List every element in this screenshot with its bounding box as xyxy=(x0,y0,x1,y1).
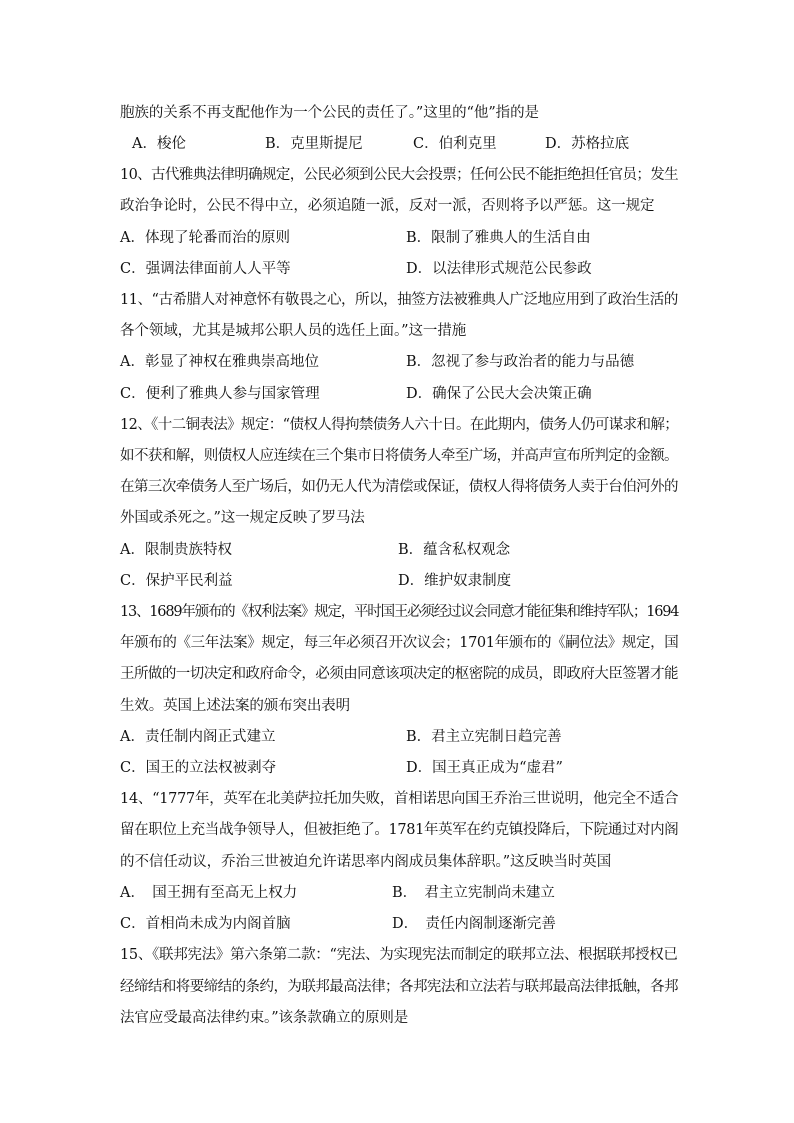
q10-option-b[interactable]: B．限制了雅典人的生活自由 xyxy=(406,230,591,246)
q13-stem-line: 13、1689年颁布的《权利法案》规定，平时国王必须经过议会同意才能征集和维持军队；1694 xyxy=(120,604,679,620)
q13-option-b[interactable]: B．君主立宪制日趋完善 xyxy=(406,729,562,745)
q9-option-c[interactable]: C．伯利克里 xyxy=(413,136,497,152)
q10-stem-line: 政治争论时，公民不得中立，必须追随一派，反对一派，否则将予以严惩。这一规定 xyxy=(120,198,655,214)
q12-stem-line: 在第三次牵债务人至广场后，如仍无人代为清偿或保证，债权人得将债务人卖于台伯河外的 xyxy=(120,479,678,495)
q14-option-c[interactable]: C．首相尚未成为内阁首脑 xyxy=(120,916,291,932)
q12-option-c[interactable]: C．保护平民利益 xyxy=(120,573,233,589)
q12-stem-line: 外国或杀死之。”这一规定反映了罗马法 xyxy=(120,510,365,526)
q11-stem-line: 11、“古希腊人对神意怀有敬畏之心，所以，抽签方法被雅典人广泛地应用到了政治生活的 xyxy=(120,292,678,308)
q15-stem-line: 经缔结和将要缔结的条约，为联邦最高法律；各邦宪法和立法若与联邦最高法律抵触，各邦 xyxy=(120,979,678,995)
q11-option-d[interactable]: D．确保了公民大会决策正确 xyxy=(406,386,592,402)
q13-stem-line: 年颁布的《三年法案》规定，每三年必须召开次议会；1701年颁布的《嗣位法》规定，国 xyxy=(120,635,679,651)
q14-option-b[interactable]: B． 君主立宪制尚未建立 xyxy=(392,885,555,901)
q13-stem-line: 生效。英国上述法案的颁布突出表明 xyxy=(120,698,350,714)
q10-option-c[interactable]: C．强调法律面前人人平等 xyxy=(120,261,291,277)
q11-option-c[interactable]: C．便利了雅典人参与国家管理 xyxy=(120,386,320,402)
q12-stem-line: 如不获和解，则债权人应连续在三个集市日将债务人牵至广场，并高声宣布所判定的金额。 xyxy=(120,448,678,464)
q15-stem-line: 法官应受最高法律约束。”该条款确立的原则是 xyxy=(120,1010,409,1026)
q14-stem-line: 14、“1777年，英军在北美萨拉托加失败，首相诺思向国王乔治三世说明，他完全不适合 xyxy=(120,791,679,807)
q13-stem-line: 王所做的一切决定和政府命令，必须由同意该项决定的枢密院的成员，即政府大臣签署才能 xyxy=(120,666,678,682)
q11-stem-line: 各个领域，尤其是城邦公职人员的选任上面。”这一措施 xyxy=(120,323,467,339)
q13-option-a[interactable]: A．责任制内阁正式建立 xyxy=(120,729,276,745)
q12-option-b[interactable]: B．蕴含私权观念 xyxy=(398,542,511,558)
q14-stem-line: 留在职位上充当战争领导人，但被拒绝了。1781年英军在约克镇投降后，下院通过对内阁 xyxy=(120,822,679,838)
q10-option-d[interactable]: D．以法律形式规范公民参政 xyxy=(406,261,592,277)
q13-option-c[interactable]: C．国王的立法权被剥夺 xyxy=(120,760,277,776)
q14-option-a[interactable]: A． 国王拥有至高无上权力 xyxy=(120,885,298,901)
q9-option-d[interactable]: D．苏格拉底 xyxy=(545,136,630,152)
q15-stem-line: 15、《联邦宪法》第六条第二款：“宪法、为实现宪法而制定的联邦立法、根据联邦授权已 xyxy=(120,947,678,963)
q12-option-a[interactable]: A．限制贵族特权 xyxy=(120,542,232,558)
q12-stem-line: 12、《十二铜表法》规定：“债权人得拘禁债务人六十日。在此期内，债务人仍可谋求和解； xyxy=(120,417,679,433)
q11-option-b[interactable]: B．忽视了参与政治者的能力与品德 xyxy=(406,354,635,370)
q10-option-a[interactable]: A．体现了轮番而治的原则 xyxy=(120,230,290,246)
q9-option-b[interactable]: B．克里斯提尼 xyxy=(265,136,363,152)
q10-stem-line: 10、古代雅典法律明确规定，公民必须到公民大会投票；任何公民不能拒绝担任官员；发生 xyxy=(120,167,678,183)
q11-option-a[interactable]: A．彰显了神权在雅典崇高地位 xyxy=(120,354,319,370)
q12-option-d[interactable]: D．维护奴隶制度 xyxy=(398,573,512,589)
q9-stem-line: 胞族的关系不再支配他作为一个公民的责任了。”这里的“他”指的是 xyxy=(120,105,539,121)
q13-option-d[interactable]: D．国王真正成为“虚君” xyxy=(406,760,563,776)
q14-stem-line: 的不信任动议，乔治三世被迫允许诺思率内阁成员集体辞职。”这反映当时英国 xyxy=(120,854,612,870)
q9-option-a[interactable]: A．梭伦 xyxy=(132,136,186,152)
q14-option-d[interactable]: D． 责任内阁制逐渐完善 xyxy=(392,916,556,932)
